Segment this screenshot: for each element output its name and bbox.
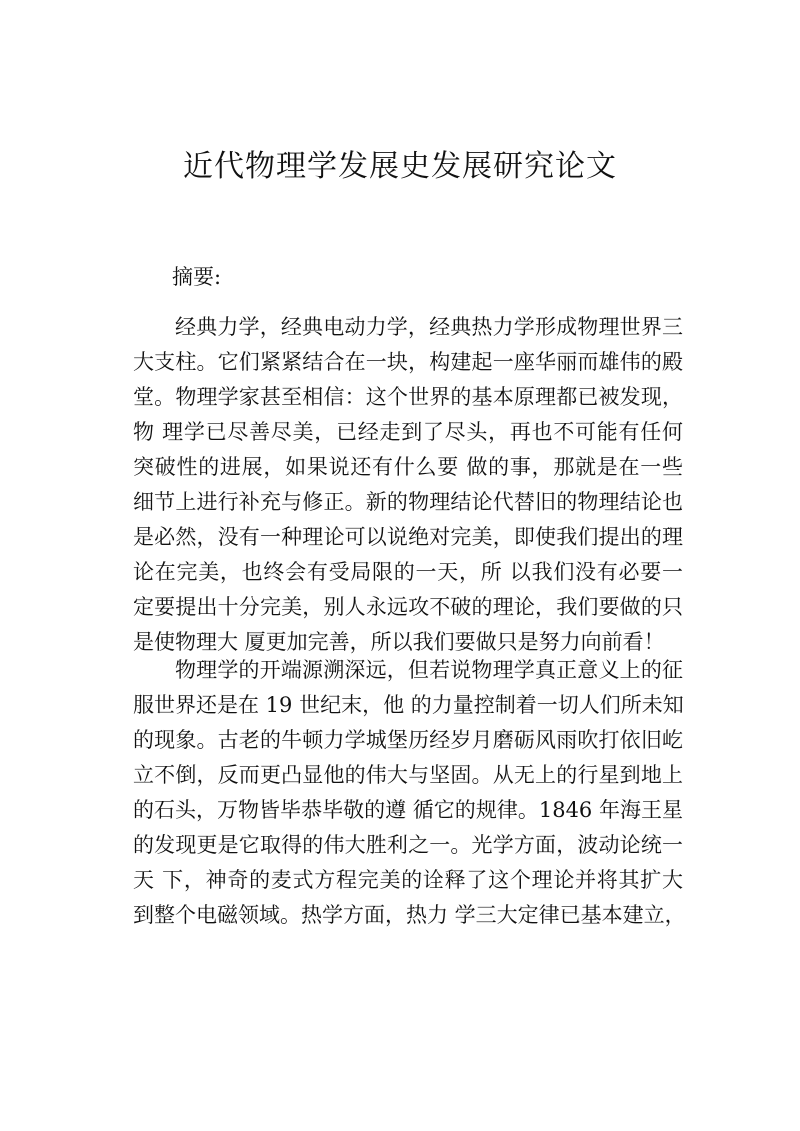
paragraph-line: 经典力学，经典电动力学，经典热力学形成物理世界三: [175, 315, 683, 339]
paragraph-line: 物 理学已尽善尽美，已经走到了尽头，再也不可能有任何: [133, 420, 683, 444]
document-title: 近代物理学发展史发展研究论文: [183, 149, 617, 184]
paragraph-line: 突破性的进展，如果说还有什么要 做的事，那就是在一些: [133, 455, 683, 479]
paragraph-line: 天 下，神奇的麦式方程完美的诠释了这个理论并将其扩大: [133, 868, 683, 892]
paragraph-line: 定要提出十分完美，别人永远攻不破的理论，我们要做的只: [133, 595, 683, 619]
paragraph-line: 到整个电磁领域。热学方面，热力 学三大定律已基本建立，: [133, 903, 686, 927]
paragraph-line: 论在完美，也终会有受局限的一天，所 以我们没有必要一: [133, 560, 683, 584]
paragraph-line: 的发现更是它取得的伟大胜利之一。光学方面，波动论统一: [133, 833, 683, 857]
abstract-label: 摘要:: [172, 265, 222, 289]
paragraph-line: 大支柱。它们紧紧结合在一块，构建起一座华丽而雄伟的殿: [133, 350, 683, 374]
paragraph-line: 的石头，万物皆毕恭毕敬的遵 循它的规律。1846 年海王星: [133, 798, 683, 822]
paragraph-line: 立不倒，反而更凸显他的伟大与坚固。从无上的行星到地上: [133, 763, 683, 787]
paragraph-1: [133, 310, 683, 660]
paragraph-line: 堂。物理学家甚至相信：这个世界的基本原理都已被发现，: [133, 385, 683, 409]
paragraph-line: 是使物理大 厦更加完善，所以我们要做只是努力向前看！: [133, 630, 665, 654]
paragraph-line: 的现象。古老的牛顿力学城堡历经岁月磨砺风雨吹打依旧屹: [133, 728, 683, 752]
paragraph-2: [133, 653, 686, 933]
paragraph-line: 是必然，没有一种理论可以说绝对完美，即使我们提出的理: [133, 525, 683, 549]
paragraph-line: 物理学的开端源溯深远，但若说物理学真正意义上的征: [175, 658, 683, 682]
paragraph-line: 服世界还是在 19 世纪末，他 的力量控制着一切人们所未知: [133, 693, 684, 717]
paragraph-line: 细节上进行补充与修正。新的物理结论代替旧的物理结论也: [133, 490, 683, 514]
